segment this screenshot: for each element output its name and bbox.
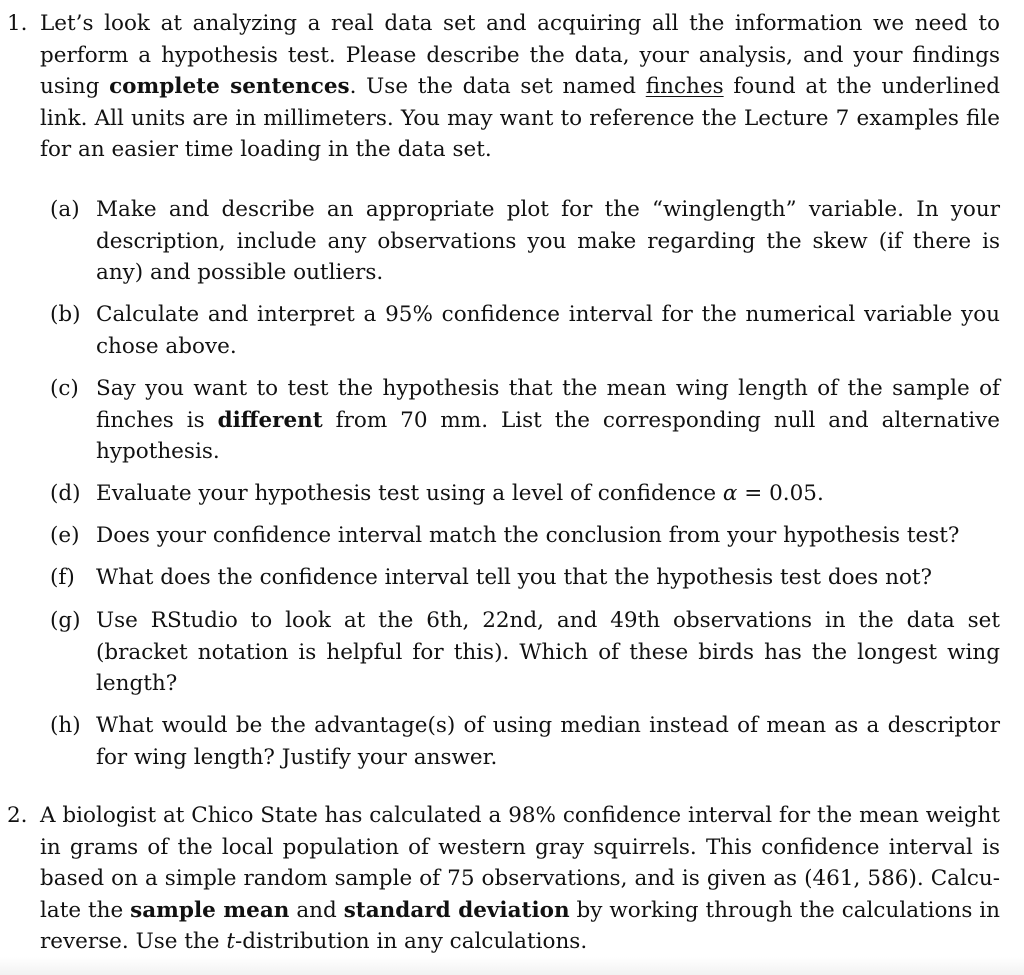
- emphasis-different: different: [217, 407, 323, 433]
- finches-link[interactable]: finches: [645, 74, 724, 99]
- part-h: [0, 710, 1000, 773]
- problem-2: [0, 800, 1000, 958]
- part-label: (e): [50, 523, 80, 548]
- part-label: (h): [50, 713, 81, 738]
- part-label: (a): [50, 197, 80, 222]
- problem-text-run: A biologist at Chico State has calculated a 98% confidence interval for the mean weight in grams of the local population of western gray squirrels. This confidence interval is based on a simple random sample of 75 observations, and is given as (461, 586). Calcu-late the: [40, 803, 1000, 923]
- part-a: [0, 194, 1000, 289]
- part-label: (d): [50, 481, 81, 506]
- part-text-run: = 0.05.: [737, 481, 824, 506]
- part-text-run: Evaluate your hypothesis test using a level of confidence: [96, 481, 723, 506]
- part-label: (c): [50, 376, 79, 401]
- part-c: [0, 373, 1000, 468]
- part-text: Use RStudio to look at the 6th, 22nd, and 49th observations in the data set (bracket notation is helpful for this). Which of these birds has the longest wing length?: [96, 608, 1000, 696]
- part-label: (b): [50, 302, 81, 327]
- problem-text-run: and: [289, 897, 344, 923]
- part-text: Make and describe an appropriate plot for the “winglength” variable. In your description, include any observations you make regarding the skew (if there is any) and possible outliers.: [96, 197, 1000, 285]
- intro-text: . Use the data set named: [349, 74, 646, 99]
- part-d: [0, 478, 1000, 510]
- part-text: Calculate and interpret a 95% confidence interval for the numerical variable you chose above.: [96, 302, 1000, 359]
- problem-1-intro: [40, 8, 1000, 166]
- part-text-run: Say you want to test the hypothesis that the mean wing length of the sample of finches is: [96, 376, 1000, 433]
- part-g: [0, 605, 1000, 700]
- intro-text: found at the underlined link. All units are in millimeters. You may want to reference the Lecture 7 examples file for an easier time loading in the data set.: [40, 74, 1000, 162]
- part-text: Does your confidence interval match the conclusion from your hypothesis test?: [96, 523, 960, 548]
- alpha-symbol: α: [722, 481, 738, 506]
- problem-text-run: by working through the calculations in reverse. Use the: [40, 897, 1001, 954]
- part-label: (g): [50, 608, 81, 633]
- emphasis-complete-sentences: complete sentences: [109, 74, 350, 99]
- part-text: [96, 478, 1000, 510]
- part-b: [0, 299, 1000, 362]
- problem-text-run: -distribution in any calculations.: [234, 929, 588, 954]
- emphasis-standard-deviation: standard deviation: [343, 897, 570, 923]
- problem-number: 2.: [7, 803, 28, 828]
- intro-text: Let’s look at analyzing a real data set and acquiring all the information we need to perform a hypothesis test. Please describe the data, your analysis, and your findings using: [40, 11, 1000, 99]
- problem-number: 1.: [7, 11, 28, 36]
- part-e: [0, 520, 1000, 552]
- bottom-edge-shadow: [0, 957, 1024, 975]
- emphasis-sample-mean: sample mean: [130, 897, 290, 923]
- part-text: What does the confidence interval tell you that the hypothesis test does not?: [96, 565, 933, 590]
- part-label: (f): [50, 565, 75, 590]
- problem-1: [0, 8, 1000, 770]
- t-symbol: t: [226, 929, 235, 954]
- part-text-run: from 70 mm. List the corresponding null and alternative hypothesis.: [96, 407, 1000, 464]
- part-text: What would be the advantage(s) of using median instead of mean as a descriptor for wing length? Justify your answer.: [96, 713, 1000, 770]
- problem-2-text: [40, 800, 1000, 958]
- part-f: [0, 562, 1000, 594]
- part-text: [96, 373, 1000, 468]
